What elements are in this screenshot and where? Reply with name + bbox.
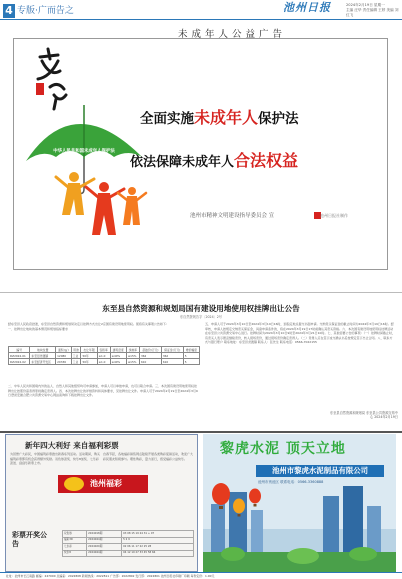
notice-body-right: 五、申请人可于2024年3月10日至2024年3月19日16时，到指定地点提交书面申请。交纳竞买保证金的截止时间为2024年3月19日16时。经审核，申请人按规定交纳竞买保证金，具备申请条件的，将在2024年3月19日17时前确认其竞买资格。六、本次国有建设用地使用权挂牌活动在东至县公共资源交易中心进行。挂牌时间为2024年3月10日9时至2024年3月21日10时。七、其他需要公告的事项：（一）挂牌时间截止时，有竞买人表示愿意继续竞价，转入现场竞价，通过现场竞价确定竞得人。（二）竞得人应在签订成交确认书后按规定签订出让合同。八、联系方式与银行账户 联系地址：东至县尧渡镇 联系人：张先生 联系电话：0566-7022155 <box>205 322 395 345</box>
table-cell: DZ2024-02 <box>9 359 30 365</box>
table-cell: 03 08 15 19 24 31 + 07 <box>122 531 194 538</box>
table-cell: 2024020期 <box>87 544 122 551</box>
table-cell: 20336 <box>56 359 71 365</box>
table-cell: 12080 <box>56 353 71 359</box>
table-cell: 362 <box>140 353 162 359</box>
table-header-cell: 用途 <box>71 347 81 353</box>
table-cell: 2024044期 <box>87 550 122 557</box>
poster-headline-1: 全面实施未成年人保护法 <box>140 108 299 127</box>
table-header-cell: 编号 <box>9 347 30 353</box>
table-cell: 50年 <box>81 359 97 365</box>
table-header-cell: 保证金(万元) <box>161 347 183 353</box>
lottery-logo-icon <box>64 477 84 491</box>
umbrella-caption: 中华人民共和国未成年人保护法 <box>53 149 115 154</box>
table-cell: 东至经济开发区 <box>30 359 56 365</box>
header-rule <box>0 19 402 20</box>
ad-headline: 黎虎水泥 顶天立地 <box>220 441 346 457</box>
page-title: 专版·广而告之 <box>17 6 74 16</box>
table-cell: ≤15% <box>126 359 139 365</box>
table-cell: ≤15% <box>126 353 139 359</box>
poster-headline-2: 依法保障未成年人合法权益 <box>130 151 299 170</box>
notice-signature: 东至县自然资源和规划局 东至县公共资源交易中心 2024年2月19日 <box>330 411 398 420</box>
table-cell: 5 2 9 <box>122 537 194 544</box>
newspaper-logo: 池州日报 <box>283 1 331 14</box>
page-number: 4 <box>3 4 15 18</box>
table-header-cell: 建筑密度 <box>110 347 126 353</box>
table-cell: ≥1.0 <box>97 359 110 365</box>
lottery-results-table <box>62 530 194 557</box>
ad-company-bar: 池州市黎虎水泥制品有限公司 <box>256 465 384 477</box>
table-cell: 双色球 <box>63 531 87 538</box>
table-cell: 50年 <box>81 353 97 359</box>
poster-tagline: 未成年人公益广告 <box>177 29 286 40</box>
lottery-brand-banner: 池州福彩 <box>58 475 148 493</box>
notice-intro: 经东至县人民政府批准，东至县自然资源和规划局决定以挂牌方式出让2宗国有建设用地使用权。现将有关事项公告如下： 一、挂牌出让地块的基本情况和规划指标要求 <box>8 322 169 331</box>
table-row <box>63 550 194 557</box>
land-parcel-table <box>8 346 200 365</box>
lottery-text-col-1: 为回馈广大彩民，中国福利彩票推出新春系列活动。活动期间，购买福利彩票即有机会获得额外奖励。双色球派奖、快乐8加奖、七乐彩派送、刮刮乐新票上市。 <box>10 452 100 466</box>
lottery-text-col-2: 自春节起，各地福彩销售网点陆续开展各类购彩促销活动，欢迎广大彩民朋友积极参与。理性购彩，量力而行，感受福彩公益快乐。 <box>103 452 194 461</box>
table-cell: 610 <box>140 359 162 365</box>
section-divider-bold <box>0 431 402 433</box>
table-cell: 2024018期 <box>87 531 122 538</box>
table-cell: 工业 <box>71 359 81 365</box>
family-silhouette-icon <box>56 172 146 235</box>
table-cell: 04 12 19 27 33 45 58 66 <box>122 550 194 557</box>
table-cell: DZ2024-01 <box>9 353 30 359</box>
page-footer: 社址：池州市长江南路 邮编：247000 总编室：2022808 新闻热线：2022811 广告部：2022802 发行部：2022801 池州日报社印刷厂印刷 每份定价：1.00元 <box>0 572 402 579</box>
table-header-cell: 起始价(万元) <box>140 347 162 353</box>
table-cell: 02 06 11 17 22 25 28 <box>122 544 194 551</box>
table-row <box>9 359 200 365</box>
lottery-title: 新年四大利好 来自福利彩票 <box>25 441 119 450</box>
ad-contact: 池州市贵池区 联系电话：0566-3360888 <box>258 480 324 484</box>
table-cell: 5 <box>183 353 199 359</box>
notice-title: 东至县自然资源和规划局国有建设用地使用权挂牌出让公告 <box>102 304 300 313</box>
issue-date: 2024年2月19日 星期一 主编 汪华 责任编辑 王婷 美编 刘红飞 <box>346 3 399 17</box>
table-cell: 362 <box>161 353 183 359</box>
table-header-cell: 绿地率 <box>126 347 139 353</box>
table-cell: 610 <box>161 359 183 365</box>
table-cell: ≥40% <box>110 359 126 365</box>
table-header-cell: 出让年限 <box>81 347 97 353</box>
table-header-cell: 增价幅度 <box>183 347 199 353</box>
lottery-results-heading: 彩票开奖公告 <box>12 531 47 548</box>
notice-doc-number: 东自然资规告字〔2024〕2号 <box>179 315 222 319</box>
table-cell: 5 <box>183 359 199 365</box>
section-divider <box>0 292 402 293</box>
wenming-logo-icon <box>36 49 66 109</box>
table-cell: ≥40% <box>110 353 126 359</box>
table-cell: 工业 <box>71 353 81 359</box>
table-cell: 七乐彩 <box>63 544 87 551</box>
notice-body-left: 二、中华人民共和国境内外的法人、自然人和其他组织均可申请参加，申请人可以单独申请，也可以联合申请。三、本次国有建设用地使用权挂牌出让按照价高者得原则确定竞得人。四、本次挂牌出让的详细资料和具体要求，见挂牌出让文件。申请人可于2024年2月19日至2024年3月9日登录安徽合肥公共资源交易中心网站查询和下载挂牌出让文件。 <box>8 384 198 398</box>
table-cell: 2024044期 <box>87 537 122 544</box>
poster-organizer: 池州市精神文明建设指导委员会 宣 <box>190 213 275 219</box>
table-cell: 快乐8 <box>63 550 87 557</box>
table-cell: 福彩3D <box>63 537 87 544</box>
table-header-cell: 容积率 <box>97 347 110 353</box>
table-cell: ≥1.0 <box>97 353 110 359</box>
table-cell: 东至县尧渡镇 <box>30 353 56 359</box>
table-header-cell: 地块位置 <box>30 347 56 353</box>
poster-production-note: 池州日报社制作 <box>320 213 348 218</box>
table-header-cell: 面积(㎡) <box>56 347 71 353</box>
